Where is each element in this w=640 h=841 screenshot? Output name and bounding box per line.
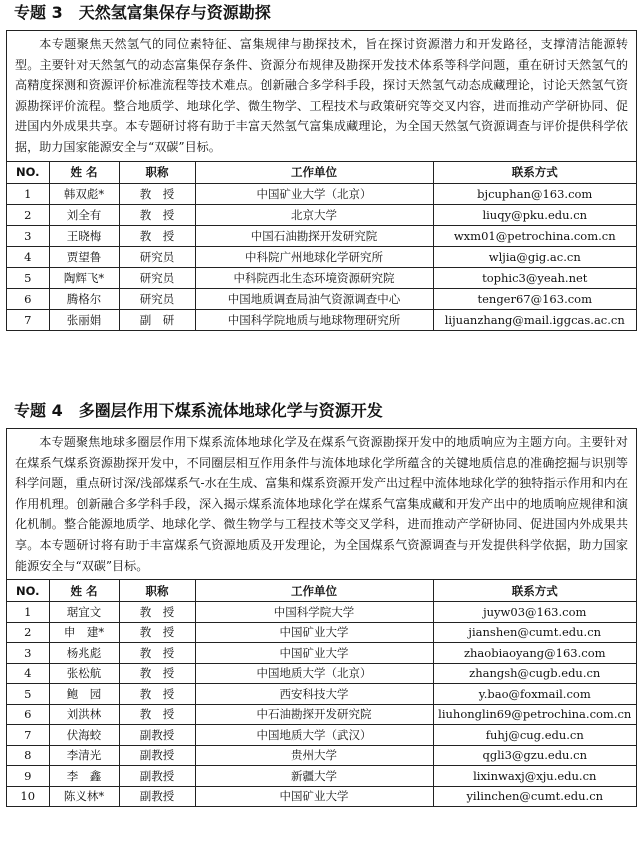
cell-title: 副教授 — [119, 745, 195, 766]
cell-contact[interactable]: lijuanzhang@mail.iggcas.ac.cn — [433, 309, 636, 330]
topic-4-intro — [7, 429, 636, 580]
cell-name: 陶辉飞* — [49, 267, 119, 288]
cell-contact[interactable]: wljia@gig.ac.cn — [433, 246, 636, 267]
table-row — [7, 246, 636, 267]
cell-title: 教 授 — [119, 643, 195, 664]
cell-org: 西安科技大学 — [195, 684, 433, 705]
cell-contact[interactable]: y.bao@foxmail.com — [433, 684, 636, 705]
cell-no: 7 — [7, 309, 49, 330]
cell-title: 研究员 — [119, 246, 195, 267]
topic-3-intro-text: 本专题聚焦天然氢气的同位素特征、富集规律与勘探技术，旨在探讨资源潜力和开发路径，支撑清洁能源转型。主要针对天然氢气的动态富集保存条件、资源分布规律及勘探开发技术体系等科学问题，重在研讨天然氢气的高精度探测和资源评价标准流程等技术难点。创新融合多学科手段，探讨天然氢气动态成藏理论，讨论天然氢气资源勘探评价流程。整合地质学、地球化学、微生物学、工程技术与政策研究等交叉内容，进而推动产学研协同、促进国内外成果共享。本专题研讨将有助于丰富天然氢气富集成藏理论，为全国天然氢气资源调查与评价提供科学依据，助力国家能源安全与“双碳”目标。 — [15, 37, 628, 154]
cell-title: 教 授 — [119, 225, 195, 246]
cell-no: 1 — [7, 602, 49, 623]
cell-contact[interactable]: qgli3@gzu.edu.cn — [433, 745, 636, 766]
cell-title: 副教授 — [119, 725, 195, 746]
topic-3-table-body — [7, 183, 636, 330]
table-row — [7, 309, 636, 330]
table-header-row — [7, 162, 636, 184]
table-row — [7, 602, 636, 623]
cell-no: 3 — [7, 225, 49, 246]
cell-name: 李 鑫 — [49, 766, 119, 787]
table-row — [7, 786, 636, 806]
table-row — [7, 704, 636, 725]
cell-no: 6 — [7, 704, 49, 725]
cell-title: 副教授 — [119, 766, 195, 787]
cell-no: 6 — [7, 288, 49, 309]
cell-name: 琚宜文 — [49, 602, 119, 623]
cell-org: 中国地质调查局油气资源调查中心 — [195, 288, 433, 309]
cell-contact[interactable]: fuhj@cug.edu.cn — [433, 725, 636, 746]
cell-contact[interactable]: tophic3@yeah.net — [433, 267, 636, 288]
cell-no: 7 — [7, 725, 49, 746]
header-name: 姓 名 — [49, 162, 119, 184]
cell-contact[interactable]: yilinchen@cumt.edu.cn — [433, 786, 636, 806]
cell-name: 腾格尔 — [49, 288, 119, 309]
cell-name: 贾望鲁 — [49, 246, 119, 267]
cell-no: 9 — [7, 766, 49, 787]
cell-name: 杨兆彪 — [49, 643, 119, 664]
cell-org: 中科院广州地球化学研究所 — [195, 246, 433, 267]
header-no: NO. — [7, 580, 49, 602]
cell-org: 中国科学院大学 — [195, 602, 433, 623]
table-row — [7, 745, 636, 766]
cell-no: 2 — [7, 204, 49, 225]
topic-4-intro-text: 本专题聚焦地球多圈层作用下煤系流体地球化学及在煤系气资源勘探开发中的地质响应为主题方向。主要针对在煤系气煤系资源勘探开发中，不同圈层相互作用条件与流体地球化学所蕴含的关键地质信息的准确挖掘与识别等科学问题，重点研讨深/浅部煤系气-水在生成、富集和煤系资源开发产出过程中流体地球化学的独特指示作用和内在作用机理。创新融合多学科手段，深入揭示煤系流体地球化学在煤系气富集成藏和开发产出中的地质响应规律和演化机制。整合能源地质学、地球化学、微生物学与工程技术等交叉学科，进而推动产学研协同、促进国内外成果共享。本专题研讨将有助于丰富煤系气资源地质及开发理论，为全国煤系气资源调查与开发提供科学依据，助力国家能源安全与“双碳”目标。 — [15, 435, 628, 573]
cell-no: 2 — [7, 622, 49, 643]
cell-title: 教 授 — [119, 704, 195, 725]
header-no: NO. — [7, 162, 49, 184]
cell-org: 中国地质大学（武汉） — [195, 725, 433, 746]
table-row — [7, 183, 636, 204]
cell-name: 鲍 园 — [49, 684, 119, 705]
header-org: 工作单位 — [195, 162, 433, 184]
cell-title: 教 授 — [119, 684, 195, 705]
cell-title: 副 研 — [119, 309, 195, 330]
header-name: 姓 名 — [49, 580, 119, 602]
cell-contact[interactable]: wxm01@petrochina.com.cn — [433, 225, 636, 246]
cell-contact[interactable]: juyw03@163.com — [433, 602, 636, 623]
cell-no: 5 — [7, 684, 49, 705]
cell-title: 教 授 — [119, 183, 195, 204]
cell-no: 1 — [7, 183, 49, 204]
table-row — [7, 288, 636, 309]
cell-org: 中科院西北生态环境资源研究院 — [195, 267, 433, 288]
cell-org: 中国石油勘探开发研究院 — [195, 225, 433, 246]
cell-org: 贵州大学 — [195, 745, 433, 766]
header-contact: 联系方式 — [433, 580, 636, 602]
cell-org: 中国地质大学（北京） — [195, 663, 433, 684]
cell-name: 李清光 — [49, 745, 119, 766]
cell-name: 刘全有 — [49, 204, 119, 225]
cell-no: 3 — [7, 643, 49, 664]
topic-3-table — [7, 162, 636, 330]
cell-name: 陈义林* — [49, 786, 119, 806]
cell-contact[interactable]: zhangsh@cugb.edu.cn — [433, 663, 636, 684]
cell-contact[interactable]: lixinwaxj@xju.edu.cn — [433, 766, 636, 787]
table-row — [7, 204, 636, 225]
cell-contact[interactable]: liuqy@pku.edu.cn — [433, 204, 636, 225]
cell-contact[interactable]: tenger67@163.com — [433, 288, 636, 309]
header-title: 职称 — [119, 162, 195, 184]
cell-org: 中国矿业大学 — [195, 643, 433, 664]
cell-no: 4 — [7, 663, 49, 684]
table-row — [7, 663, 636, 684]
cell-org: 中国矿业大学（北京） — [195, 183, 433, 204]
topic-4-title: 专题 4 多圈层作用下煤系流体地球化学与资源开发 — [14, 401, 383, 420]
table-row — [7, 684, 636, 705]
cell-name: 张松航 — [49, 663, 119, 684]
cell-title: 教 授 — [119, 602, 195, 623]
cell-org: 中石油勘探开发研究院 — [195, 704, 433, 725]
cell-contact[interactable]: liuhonglin69@petrochina.com.cn — [433, 704, 636, 725]
table-row — [7, 225, 636, 246]
cell-contact[interactable]: bjcuphan@163.com — [433, 183, 636, 204]
topic-4-box — [6, 428, 637, 807]
header-title: 职称 — [119, 580, 195, 602]
cell-no: 4 — [7, 246, 49, 267]
topic-4-section — [0, 398, 640, 807]
header-contact: 联系方式 — [433, 162, 636, 184]
cell-contact[interactable]: jianshen@cumt.edu.cn — [433, 622, 636, 643]
cell-name: 申 建* — [49, 622, 119, 643]
cell-name: 刘洪林 — [49, 704, 119, 725]
cell-no: 5 — [7, 267, 49, 288]
cell-title: 教 授 — [119, 663, 195, 684]
cell-name: 韩双彪* — [49, 183, 119, 204]
topic-3-box — [6, 30, 637, 331]
table-row — [7, 766, 636, 787]
topic-4-table-body — [7, 602, 636, 807]
cell-title: 教 授 — [119, 204, 195, 225]
table-row — [7, 725, 636, 746]
cell-title: 副教授 — [119, 786, 195, 806]
cell-title: 研究员 — [119, 288, 195, 309]
cell-org: 北京大学 — [195, 204, 433, 225]
cell-title: 研究员 — [119, 267, 195, 288]
topic-3-title: 专题 3 天然氢富集保存与资源勘探 — [14, 3, 271, 22]
cell-name: 王晓梅 — [49, 225, 119, 246]
cell-org: 中国矿业大学 — [195, 622, 433, 643]
table-row — [7, 643, 636, 664]
cell-contact[interactable]: zhaobiaoyang@163.com — [433, 643, 636, 664]
cell-org: 中国矿业大学 — [195, 786, 433, 806]
cell-org: 中国科学院地质与地球物理研究所 — [195, 309, 433, 330]
topic-3-section — [0, 0, 640, 331]
table-row — [7, 267, 636, 288]
cell-no: 8 — [7, 745, 49, 766]
topic-4-table — [7, 580, 636, 806]
table-header-row — [7, 580, 636, 602]
cell-title: 教 授 — [119, 622, 195, 643]
table-row — [7, 622, 636, 643]
cell-no: 10 — [7, 786, 49, 806]
cell-name: 张丽娟 — [49, 309, 119, 330]
cell-org: 新疆大学 — [195, 766, 433, 787]
cell-name: 伏海蛟 — [49, 725, 119, 746]
header-org: 工作单位 — [195, 580, 433, 602]
topic-3-intro — [7, 31, 636, 162]
